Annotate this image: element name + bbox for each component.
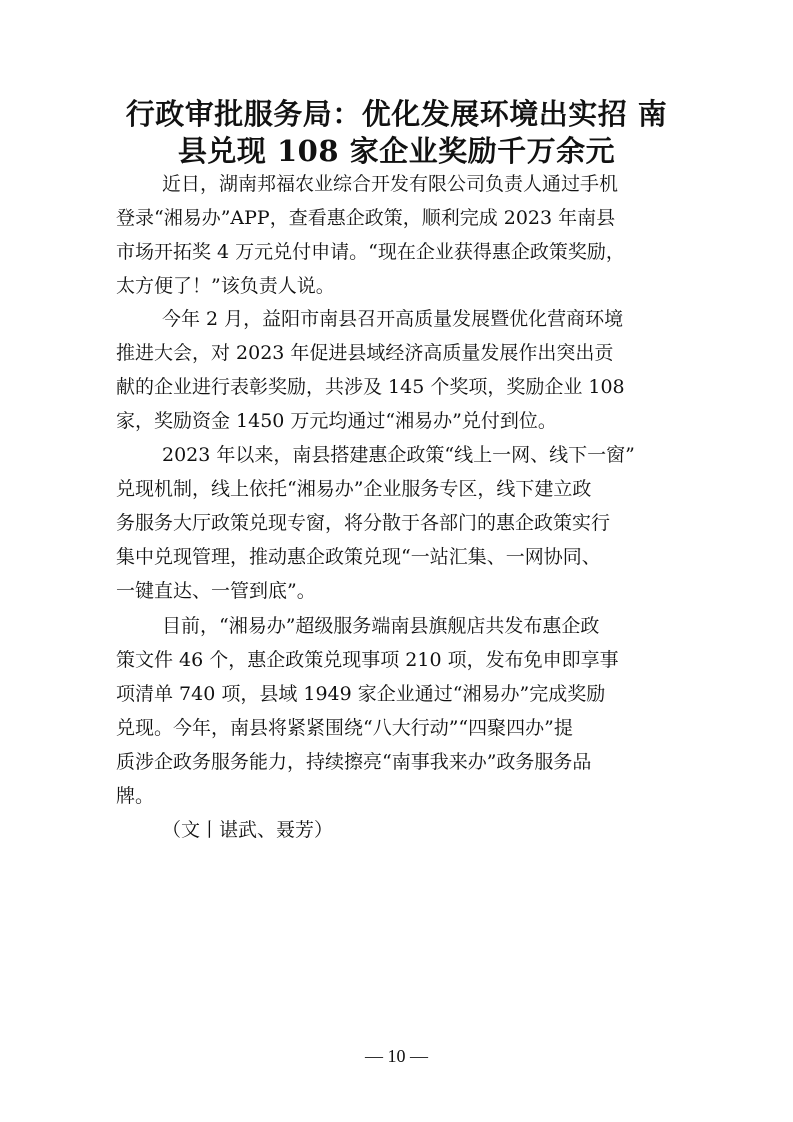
byline: （文丨谌武、聂芳） <box>162 819 334 841</box>
paragraph-line: 集中兑现管理，推动惠企政策兑现“一站汇集、一网协同、 <box>116 546 601 568</box>
paragraph-line: 献的企业进行表彰奖励，共涉及 145 个奖项，奖励企业 108 <box>116 376 625 398</box>
paragraph-line: 策文件 46 个，惠企政策兑现事项 210 项，发布免申即享事 <box>116 649 619 671</box>
paragraph-line: 务服务大厅政策兑现专窗，将分散于各部门的惠企政策实行 <box>116 512 611 534</box>
page-number: — 10 — <box>365 1046 428 1066</box>
paragraph-line: 质涉企政务服务能力，持续擦亮“南事我来办”政务服务品 <box>116 751 592 773</box>
paragraph-line: 兑现。今年，南县将紧紧围绕“八大行动”“四聚四办”提 <box>116 717 573 739</box>
title-line-1: 行政审批服务局：优化发展环境出实招 南 <box>125 97 668 131</box>
paragraph-line: 目前，“湘易办”超级服务端南县旗舰店共发布惠企政 <box>162 615 600 637</box>
paragraph-line: 兑现机制，线上依托“湘易办”企业服务专区，线下建立政 <box>116 478 592 500</box>
paragraph-line: 家，奖励资金 1450 万元均通过“湘易办”兑付到位。 <box>116 410 557 432</box>
paragraph-line: 一键直达、一管到底”。 <box>116 580 316 602</box>
paragraph-line: 登录“湘易办”APP，查看惠企政策，顺利完成 2023 年南县 <box>116 207 616 229</box>
paragraph-line: 牌。 <box>116 785 155 807</box>
paragraph-line: 2023 年以来，南县搭建惠企政策“线上一网、线下一窗” <box>162 444 635 466</box>
paragraph-line: 今年 2 月，益阳市南县召开高质量发展暨优化营商环境 <box>162 308 624 330</box>
paragraph-line: 项清单 740 项，县域 1949 家企业通过“湘易办”完成奖励 <box>116 683 606 705</box>
page-title <box>100 96 693 170</box>
paragraph-line: 近日，湖南邦福农业综合开发有限公司负责人通过手机 <box>162 173 619 195</box>
title-line-2: 县兑现 108 家企业奖励千万余元 <box>177 134 616 168</box>
paragraph-line: 推进大会，对 2023 年促进县域经济高质量发展作出突出贡 <box>116 342 614 364</box>
paragraph-line: 太方便了！”该负责人说。 <box>116 275 335 297</box>
paragraph-line: 市场开拓奖 4 万元兑付申请。“现在企业获得惠企政策奖励， <box>116 241 625 263</box>
